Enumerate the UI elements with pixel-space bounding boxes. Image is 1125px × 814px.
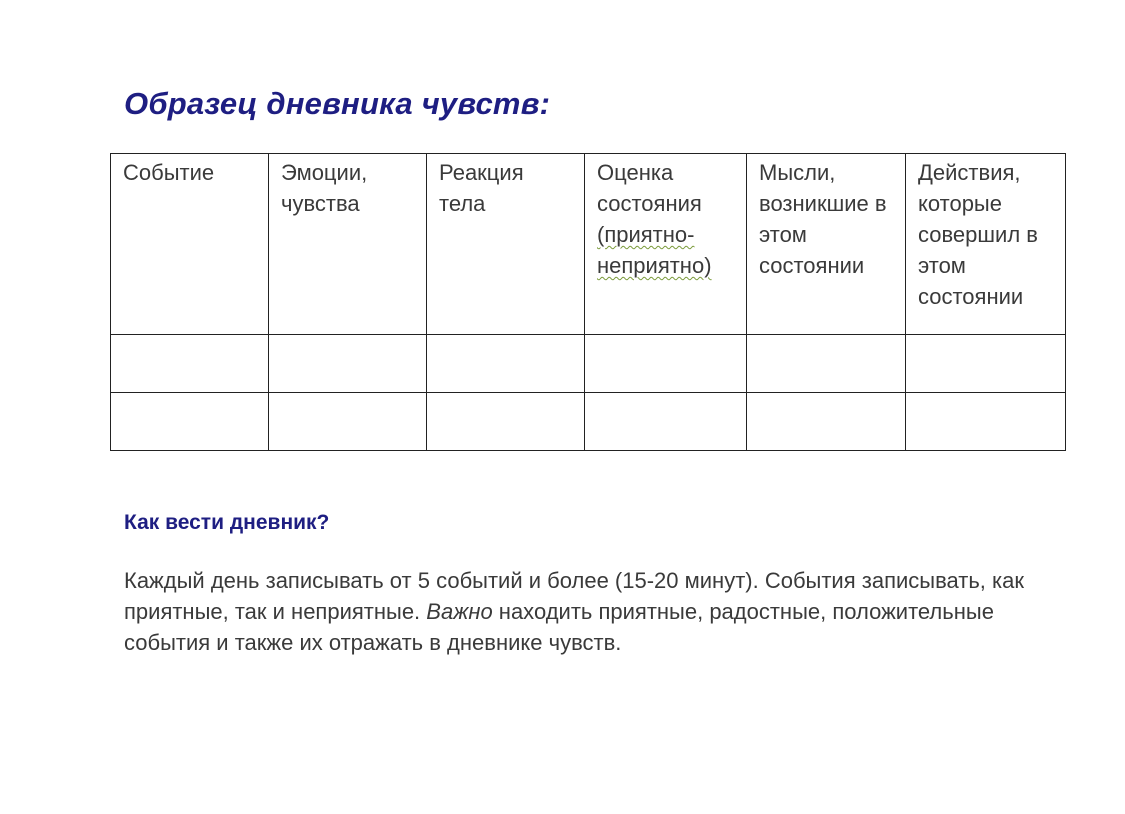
column-header-state-assessment bbox=[585, 154, 747, 335]
table-cell bbox=[269, 335, 427, 393]
column-header-note: (приятно-неприятно) bbox=[597, 222, 712, 278]
column-header-actions bbox=[906, 154, 1066, 335]
instructions-text-continued: находить приятные, радостные, положительные события и также их отражать в дневнике чувств. bbox=[124, 599, 994, 655]
table-cell bbox=[906, 393, 1066, 451]
table-row bbox=[111, 335, 1066, 393]
table-cell bbox=[269, 393, 427, 451]
column-header-event bbox=[111, 154, 269, 335]
table-cell bbox=[585, 393, 747, 451]
table-cell bbox=[111, 335, 269, 393]
table-header-row bbox=[111, 154, 1066, 335]
column-header-label: Мысли, возникшие в этом состоянии bbox=[759, 160, 887, 278]
column-header-label: Событие bbox=[123, 160, 215, 185]
column-header-label: Реакция тела bbox=[439, 160, 524, 216]
table-cell bbox=[747, 393, 906, 451]
table-cell bbox=[427, 393, 585, 451]
table-cell bbox=[427, 335, 585, 393]
page-title: Образец дневника чувств: bbox=[124, 86, 551, 121]
instructions-heading: Как вести дневник? bbox=[124, 511, 330, 534]
column-header-label: Оценка состояния bbox=[597, 160, 702, 216]
instructions-text: Каждый день записывать от 5 событий и более (15-20 минут). События записывать, как приятные, так и неприятные. bbox=[124, 568, 1025, 624]
table-cell bbox=[111, 393, 269, 451]
table-cell bbox=[906, 335, 1066, 393]
table-cell bbox=[585, 335, 747, 393]
table-row bbox=[111, 393, 1066, 451]
column-header-thoughts bbox=[747, 154, 906, 335]
instructions-emphasis: Важно bbox=[426, 599, 493, 624]
instructions-paragraph bbox=[124, 565, 1054, 658]
table-cell bbox=[747, 335, 906, 393]
feelings-diary-table bbox=[110, 153, 1066, 451]
column-header-label: Эмоции, чувства bbox=[281, 160, 368, 216]
column-header-emotions bbox=[269, 154, 427, 335]
column-header-body-reaction bbox=[427, 154, 585, 335]
column-header-label: Действия, которые совершил в этом состоянии bbox=[918, 160, 1038, 309]
